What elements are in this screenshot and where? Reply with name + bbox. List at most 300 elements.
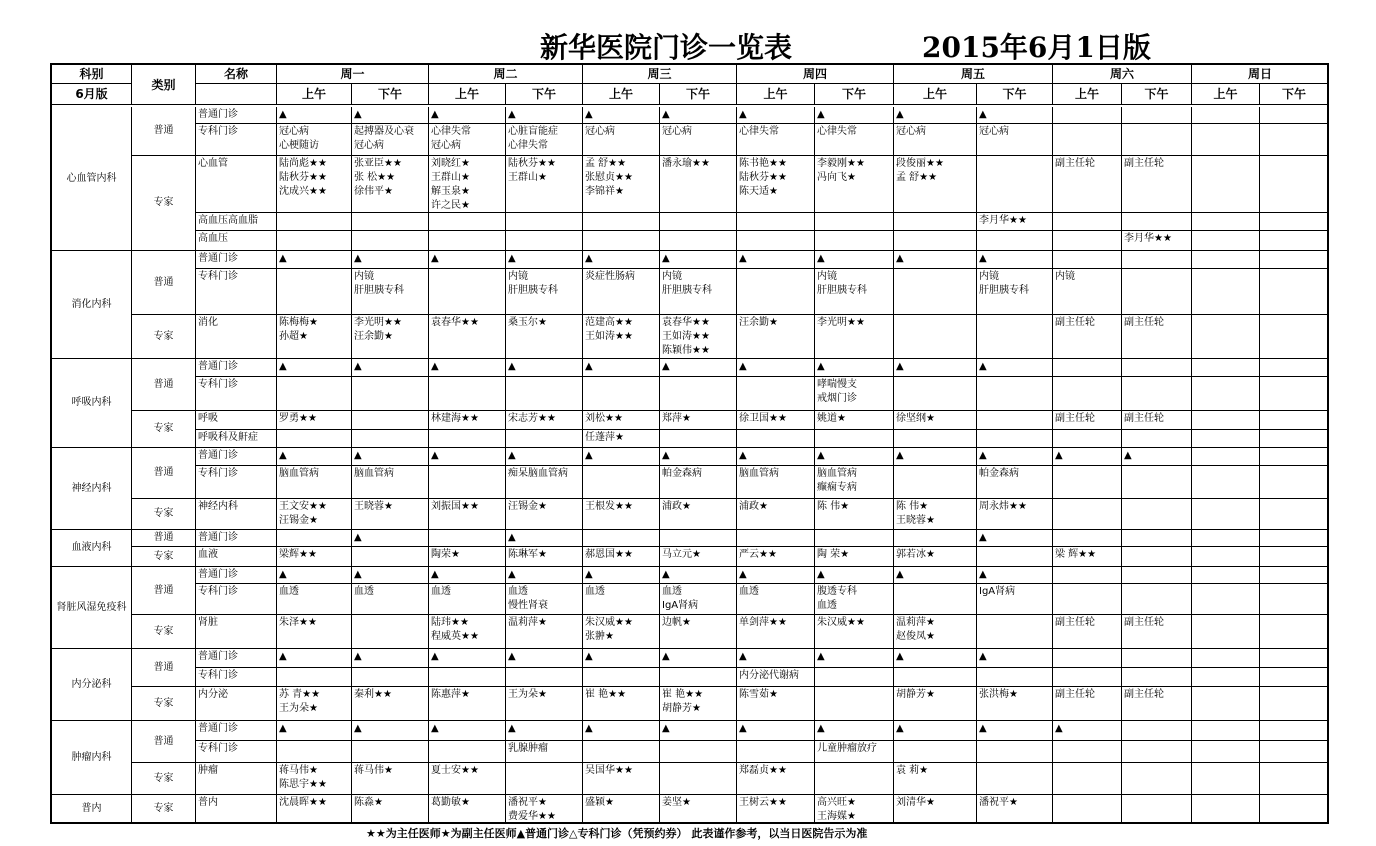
schedule-cell: ▲ [894, 649, 977, 668]
row-name: 专科门诊 [196, 377, 277, 411]
schedule-cell: ▲ [737, 649, 815, 668]
schedule-cell [1192, 213, 1260, 231]
schedule-cell [894, 584, 977, 615]
schedule-cell: 王晓蓉★ [352, 499, 429, 530]
schedule-cell [1053, 567, 1122, 584]
schedule-cell [352, 430, 429, 448]
schedule-cell: ▲ [977, 567, 1053, 584]
schedule-cell: ▲ [352, 359, 429, 377]
schedule-cell: 徐卫国★★ [737, 411, 815, 430]
schedule-cell: 刘振国★★ [429, 499, 506, 530]
schedule-cell: 乳腺肿瘤 [506, 741, 583, 763]
schedule-cell [1053, 213, 1122, 231]
schedule-cell: 副主任轮 [1053, 615, 1122, 649]
schedule-cell [977, 763, 1053, 795]
header-pm: 下午 [977, 84, 1053, 105]
row-name: 普通门诊 [196, 530, 277, 547]
schedule-cell [429, 377, 506, 411]
schedule-cell: 张洪梅★ [977, 687, 1053, 721]
schedule-cell: 崔 艳★★ [583, 687, 660, 721]
row-name: 专科门诊 [196, 124, 277, 156]
schedule-cell: 宋志芳★★ [506, 411, 583, 430]
schedule-cell [660, 668, 737, 687]
schedule-cell [1122, 547, 1192, 567]
schedule-cell: 起搏器及心衰 冠心病 [352, 124, 429, 156]
row-name: 消化 [196, 315, 277, 359]
schedule-cell: 汪锡金★ [506, 499, 583, 530]
header-day: 周六 [1053, 65, 1192, 84]
schedule-cell: ▲ [583, 359, 660, 377]
schedule-cell [1122, 251, 1192, 269]
schedule-cell [737, 377, 815, 411]
schedule-cell [1122, 530, 1192, 547]
category-type: 专家 [132, 499, 196, 530]
schedule-cell: ▲ [429, 721, 506, 741]
schedule-cell [894, 466, 977, 499]
schedule-cell: 朱汉威★★ [815, 615, 894, 649]
schedule-cell: ▲ [977, 251, 1053, 269]
schedule-cell: 脑血管病 [277, 466, 352, 499]
schedule-cell [1260, 763, 1329, 795]
schedule-cell: ▲ [352, 107, 429, 124]
schedule-cell: ▲ [277, 107, 352, 124]
category-type: 专家 [132, 687, 196, 721]
header-pm: 下午 [1122, 84, 1192, 105]
department-name: 普内 [52, 795, 132, 824]
schedule-cell: ▲ [583, 721, 660, 741]
schedule-cell: 潘祝平★ [977, 795, 1053, 824]
schedule-cell [1192, 251, 1260, 269]
category-type: 专家 [132, 315, 196, 359]
schedule-cell: 副主任轮 [1053, 687, 1122, 721]
schedule-cell: 范建高★★ 王如涛★★ [583, 315, 660, 359]
schedule-cell [506, 231, 583, 251]
schedule-cell: ▲ [660, 567, 737, 584]
schedule-cell [1192, 741, 1260, 763]
schedule-cell [815, 231, 894, 251]
schedule-cell: ▲ [506, 107, 583, 124]
schedule-cell: ▲ [429, 251, 506, 269]
schedule-cell [1260, 721, 1329, 741]
schedule-cell: 任蓬萍★ [583, 430, 660, 448]
schedule-cell [1192, 411, 1260, 430]
schedule-cell: 孟 舒★★ 张慰贞★★ 李锦祥★ [583, 156, 660, 213]
schedule-cell: 刘松★★ [583, 411, 660, 430]
schedule-cell [1122, 107, 1192, 124]
schedule-cell: 蒋马伟★ [352, 763, 429, 795]
schedule-cell: ▲ [1053, 448, 1122, 466]
schedule-cell [583, 466, 660, 499]
schedule-cell: IgA肾病 [977, 584, 1053, 615]
category-type: 专家 [132, 156, 196, 251]
schedule-cell [277, 741, 352, 763]
schedule-cell: 副主任轮 [1122, 615, 1192, 649]
schedule-cell: 吴国华★★ [583, 763, 660, 795]
schedule-cell: 崔 艳★★ 胡静芳★ [660, 687, 737, 721]
schedule-cell [1122, 466, 1192, 499]
schedule-cell: ▲ [737, 107, 815, 124]
schedule-cell [1122, 213, 1192, 231]
schedule-cell: 冠心病 [894, 124, 977, 156]
schedule-cell [894, 741, 977, 763]
clinic-schedule-table [50, 63, 1329, 824]
schedule-cell: ▲ [429, 567, 506, 584]
schedule-cell: 陆玮★★ 程威英★★ [429, 615, 506, 649]
schedule-cell: 盛颖★ [583, 795, 660, 824]
schedule-cell [1192, 721, 1260, 741]
schedule-cell: 边帆★ [660, 615, 737, 649]
row-name: 普通门诊 [196, 567, 277, 584]
schedule-cell: ▲ [352, 721, 429, 741]
schedule-cell: 副主任轮 [1122, 315, 1192, 359]
schedule-cell: ▲ [277, 448, 352, 466]
schedule-cell [894, 269, 977, 315]
schedule-cell [506, 763, 583, 795]
schedule-cell: 心脏盲能症 心律失常 [506, 124, 583, 156]
schedule-cell [1260, 668, 1329, 687]
schedule-cell [894, 377, 977, 411]
schedule-cell: 哮喘慢支 戒烟门诊 [815, 377, 894, 411]
schedule-cell: 葛勤敏★ [429, 795, 506, 824]
schedule-cell: ▲ [977, 721, 1053, 741]
schedule-cell: ▲ [506, 721, 583, 741]
schedule-cell: 王为朵★ [506, 687, 583, 721]
schedule-cell [277, 430, 352, 448]
schedule-cell [1260, 741, 1329, 763]
category-type: 普通 [132, 251, 196, 315]
schedule-cell [352, 231, 429, 251]
schedule-cell: 陶荣★ [429, 547, 506, 567]
schedule-cell: 帕金森病 [977, 466, 1053, 499]
schedule-cell [894, 231, 977, 251]
schedule-cell [1122, 124, 1192, 156]
schedule-cell: 陈淼★ [352, 795, 429, 824]
schedule-cell [1122, 649, 1192, 668]
row-name: 专科门诊 [196, 466, 277, 499]
schedule-cell: ▲ [352, 567, 429, 584]
header-am: 上午 [737, 84, 815, 105]
header-pm: 下午 [660, 84, 737, 105]
header-name-blank [196, 84, 277, 105]
schedule-cell: ▲ [815, 448, 894, 466]
schedule-cell [1122, 763, 1192, 795]
schedule-cell [1192, 124, 1260, 156]
schedule-cell: ▲ [660, 448, 737, 466]
schedule-cell [1192, 668, 1260, 687]
schedule-cell [1053, 795, 1122, 824]
schedule-cell: ▲ [660, 107, 737, 124]
row-name: 专科门诊 [196, 269, 277, 315]
category-type: 普通 [132, 649, 196, 687]
schedule-cell [1053, 763, 1122, 795]
schedule-cell: 温莉萍★ [506, 615, 583, 649]
row-name: 普通门诊 [196, 448, 277, 466]
schedule-cell [1260, 156, 1329, 213]
schedule-cell: 陈琳军★ [506, 547, 583, 567]
schedule-cell: ▲ [660, 649, 737, 668]
schedule-cell: 陶 荣★ [815, 547, 894, 567]
schedule-cell [1192, 687, 1260, 721]
schedule-cell: ▲ [1053, 721, 1122, 741]
schedule-cell: 血透 [583, 584, 660, 615]
schedule-cell: 血透 [429, 584, 506, 615]
schedule-cell [977, 741, 1053, 763]
schedule-cell [583, 530, 660, 547]
schedule-cell: 潘永瑜★★ [660, 156, 737, 213]
schedule-cell [352, 615, 429, 649]
schedule-cell [1260, 499, 1329, 530]
schedule-cell [977, 615, 1053, 649]
schedule-cell: 副主任轮 [1122, 687, 1192, 721]
department-name: 肿瘤内科 [52, 721, 132, 795]
schedule-cell: 袁 莉★ [894, 763, 977, 795]
schedule-cell: 腹透专科 血透 [815, 584, 894, 615]
row-name: 呼吸 [196, 411, 277, 430]
category-type: 普通 [132, 359, 196, 411]
schedule-cell [1053, 251, 1122, 269]
schedule-cell: 陈惠萍★ [429, 687, 506, 721]
schedule-cell [1122, 584, 1192, 615]
schedule-cell [1192, 615, 1260, 649]
schedule-cell: ▲ [506, 448, 583, 466]
schedule-cell [1260, 547, 1329, 567]
schedule-cell: 马立元★ [660, 547, 737, 567]
schedule-cell [894, 315, 977, 359]
schedule-cell: 刘清华★ [894, 795, 977, 824]
schedule-cell: 痴呆脑血管病 [506, 466, 583, 499]
row-name: 血液 [196, 547, 277, 567]
schedule-cell: 内镜 肝胆胰专科 [815, 269, 894, 315]
schedule-cell: 冠心病 [660, 124, 737, 156]
schedule-cell [737, 231, 815, 251]
schedule-cell [352, 547, 429, 567]
schedule-cell: 内镜 肝胆胰专科 [977, 269, 1053, 315]
schedule-cell [660, 377, 737, 411]
schedule-cell: 王根发★★ [583, 499, 660, 530]
schedule-cell [429, 466, 506, 499]
schedule-cell [1260, 411, 1329, 430]
row-name: 专科门诊 [196, 741, 277, 763]
schedule-cell [815, 430, 894, 448]
schedule-cell [277, 668, 352, 687]
schedule-cell: ▲ [506, 649, 583, 668]
row-name: 神经内科 [196, 499, 277, 530]
department-name: 呼吸内科 [52, 359, 132, 448]
schedule-cell [1260, 107, 1329, 124]
schedule-cell [583, 741, 660, 763]
schedule-cell [277, 231, 352, 251]
schedule-cell [352, 411, 429, 430]
schedule-cell [894, 668, 977, 687]
schedule-cell [1260, 231, 1329, 251]
schedule-cell [429, 530, 506, 547]
schedule-cell: ▲ [815, 649, 894, 668]
schedule-cell [429, 269, 506, 315]
schedule-cell: ▲ [506, 359, 583, 377]
schedule-cell: 王树云★★ [737, 795, 815, 824]
schedule-cell [977, 411, 1053, 430]
row-name: 普通门诊 [196, 251, 277, 269]
schedule-cell [429, 231, 506, 251]
schedule-cell: ▲ [660, 721, 737, 741]
schedule-cell: ▲ [277, 251, 352, 269]
schedule-cell [1053, 741, 1122, 763]
row-name: 肿瘤 [196, 763, 277, 795]
schedule-cell: 郑磊贞★★ [737, 763, 815, 795]
schedule-cell: 段俊丽★★ 孟 舒★★ [894, 156, 977, 213]
schedule-cell [815, 213, 894, 231]
schedule-cell: ▲ [737, 359, 815, 377]
schedule-cell [815, 687, 894, 721]
schedule-cell: 沈晨晖★★ [277, 795, 352, 824]
schedule-cell [1260, 649, 1329, 668]
schedule-cell [1192, 315, 1260, 359]
schedule-cell: ▲ [894, 448, 977, 466]
schedule-cell [737, 269, 815, 315]
schedule-cell: 汪余勤★ [737, 315, 815, 359]
schedule-cell: 姜坚★ [660, 795, 737, 824]
schedule-cell: 陆尚彪★★ 陆秋芬★★ 沈成兴★★ [277, 156, 352, 213]
schedule-cell: ▲ [429, 649, 506, 668]
schedule-cell: ▲ [583, 107, 660, 124]
schedule-cell: 冠心病 [583, 124, 660, 156]
category-type: 专家 [132, 763, 196, 795]
schedule-cell [1122, 430, 1192, 448]
schedule-cell: ▲ [894, 721, 977, 741]
schedule-cell [660, 763, 737, 795]
schedule-cell: ▲ [352, 448, 429, 466]
row-name: 内分泌 [196, 687, 277, 721]
schedule-cell: ▲ [815, 359, 894, 377]
header-day: 周四 [737, 65, 894, 84]
schedule-cell [352, 668, 429, 687]
schedule-cell [583, 668, 660, 687]
schedule-cell: 高兴旺★ 王海媒★ [815, 795, 894, 824]
category-type: 普通 [132, 721, 196, 763]
schedule-cell [660, 213, 737, 231]
category-type: 专家 [132, 795, 196, 824]
schedule-cell [352, 213, 429, 231]
header-day: 周日 [1192, 65, 1329, 84]
schedule-cell: 刘晓红★ 王群山★ 解玉泉★ 许之民★ [429, 156, 506, 213]
schedule-cell [1053, 530, 1122, 547]
schedule-cell: 周永炜★★ [977, 499, 1053, 530]
category-type: 普通 [132, 107, 196, 156]
schedule-cell [429, 430, 506, 448]
schedule-cell: 浦政★ [737, 499, 815, 530]
schedule-cell: ▲ [815, 107, 894, 124]
category-type: 普通 [132, 530, 196, 547]
schedule-cell [352, 741, 429, 763]
schedule-cell: ▲ [977, 649, 1053, 668]
schedule-cell: 心律失常 [815, 124, 894, 156]
department-name: 肾脏风湿免疫科 [52, 567, 132, 649]
schedule-cell: 陈 伟★ 王晓蓉★ [894, 499, 977, 530]
schedule-cell [1122, 721, 1192, 741]
header-edition: 6月版 [52, 84, 132, 105]
schedule-cell: 严云★★ [737, 547, 815, 567]
header-type: 类别 [132, 65, 196, 105]
row-name: 普内 [196, 795, 277, 824]
schedule-cell [977, 668, 1053, 687]
schedule-cell: 郭若冰★ [894, 547, 977, 567]
schedule-cell: 血透 IgA肾病 [660, 584, 737, 615]
schedule-cell [1122, 359, 1192, 377]
schedule-cell: 血透 [352, 584, 429, 615]
schedule-cell: 胡静芳★ [894, 687, 977, 721]
schedule-cell [1053, 107, 1122, 124]
schedule-cell [1260, 269, 1329, 315]
schedule-cell [1192, 466, 1260, 499]
schedule-cell: 李月华★★ [1122, 231, 1192, 251]
schedule-cell [1053, 466, 1122, 499]
schedule-cell: 血透 [737, 584, 815, 615]
category-type: 专家 [132, 615, 196, 649]
schedule-cell: 内镜 [1053, 269, 1122, 315]
schedule-cell [1192, 231, 1260, 251]
schedule-cell [1192, 547, 1260, 567]
schedule-cell: 徐坚纲★ [894, 411, 977, 430]
department-name: 内分泌科 [52, 649, 132, 721]
department-name: 心血管内科 [52, 107, 132, 251]
schedule-cell [737, 530, 815, 547]
schedule-cell [977, 430, 1053, 448]
schedule-cell: 心律失常 冠心病 [429, 124, 506, 156]
schedule-cell [1260, 567, 1329, 584]
header-am: 上午 [583, 84, 660, 105]
schedule-cell [506, 377, 583, 411]
category-type: 专家 [132, 411, 196, 448]
row-name: 专科门诊 [196, 584, 277, 615]
schedule-cell [1260, 615, 1329, 649]
schedule-cell: 副主任轮 [1122, 156, 1192, 213]
page-title: 新华医院门诊一览表 [540, 31, 793, 64]
schedule-cell [1260, 530, 1329, 547]
schedule-cell: ▲ [429, 359, 506, 377]
schedule-cell [737, 213, 815, 231]
schedule-cell: 心律失常 [737, 124, 815, 156]
header-day: 周一 [277, 65, 429, 84]
schedule-cell [1260, 124, 1329, 156]
schedule-cell: ▲ [1122, 448, 1192, 466]
schedule-cell [277, 377, 352, 411]
schedule-cell: 罗勇★★ [277, 411, 352, 430]
schedule-cell: 内镜 肝胆胰专科 [352, 269, 429, 315]
schedule-cell: 林建海★★ [429, 411, 506, 430]
schedule-cell: ▲ [737, 567, 815, 584]
schedule-cell: ▲ [815, 567, 894, 584]
header-day: 周五 [894, 65, 1053, 84]
schedule-cell [1053, 430, 1122, 448]
schedule-cell: ▲ [977, 359, 1053, 377]
schedule-cell: ▲ [352, 251, 429, 269]
schedule-cell: 张亚臣★★ 张 松★★ 徐伟平★ [352, 156, 429, 213]
schedule-cell [506, 213, 583, 231]
schedule-cell: 血透 [277, 584, 352, 615]
legend-footer: ★★为主任医师★为副主任医师▲普通门诊△专科门诊（凭预约券） 此表谨作参考，以当日医院告示为准 [366, 827, 868, 840]
schedule-cell [1122, 377, 1192, 411]
schedule-cell: 内镜 肝胆胰专科 [506, 269, 583, 315]
row-name: 肾脏 [196, 615, 277, 649]
schedule-cell [1053, 377, 1122, 411]
schedule-cell [737, 741, 815, 763]
schedule-cell: 温莉萍★ 赵俊凤★ [894, 615, 977, 649]
schedule-cell [660, 231, 737, 251]
schedule-cell: 单剑萍★★ [737, 615, 815, 649]
schedule-cell: ▲ [737, 448, 815, 466]
schedule-cell: ▲ [277, 567, 352, 584]
schedule-cell: 袁春华★★ [429, 315, 506, 359]
